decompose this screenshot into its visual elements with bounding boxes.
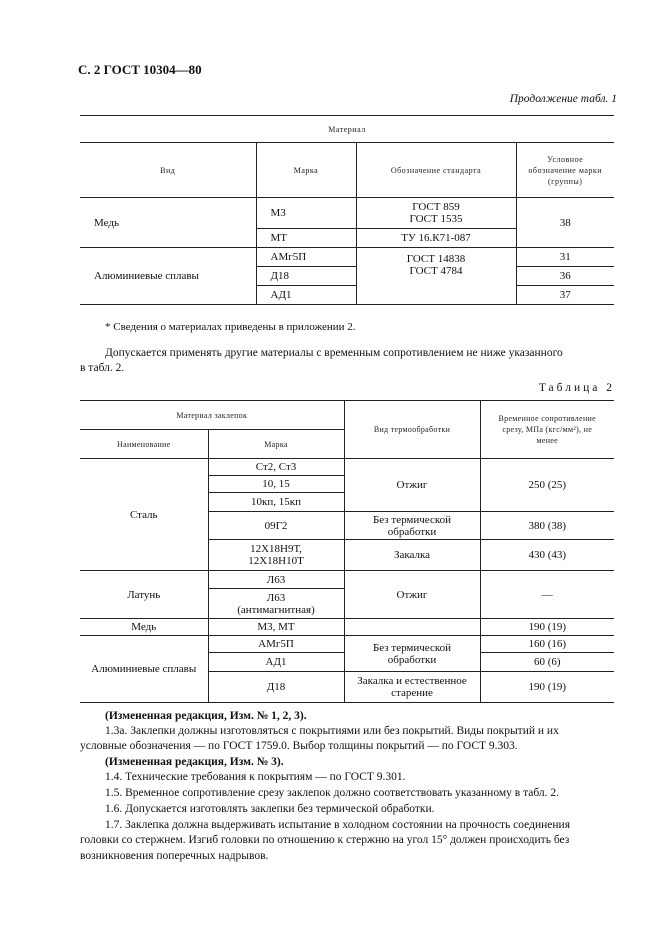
materials-table bbox=[80, 115, 614, 305]
table-cell: Отжиг bbox=[344, 459, 480, 512]
table-cell: 190 (19) bbox=[480, 672, 614, 703]
table-cell bbox=[356, 198, 516, 229]
std-line: ГОСТ 4784 bbox=[409, 265, 463, 277]
cell-line: Без термической bbox=[372, 641, 452, 654]
page-header: С. 2 ГОСТ 10304—80 bbox=[78, 62, 202, 77]
table-cell: АМг5П bbox=[208, 636, 344, 653]
table-cell: Закалка bbox=[344, 540, 480, 571]
table-cell: Медь bbox=[80, 198, 256, 248]
table-cell: Д18 bbox=[208, 672, 344, 703]
clause-1-4: 1.4. Технические требования к покрытиям — по ГОСТ 9.301. bbox=[105, 771, 406, 783]
paragraph-allow bbox=[105, 346, 615, 361]
cell-line: обработки bbox=[387, 525, 437, 538]
table-cell: — bbox=[480, 571, 614, 619]
material-header: Материал заклепок bbox=[80, 401, 344, 430]
table-cell: М3 bbox=[256, 198, 356, 229]
footnote: * Сведения о материалах приведены в приложении 2. bbox=[105, 321, 356, 333]
table-cell: АД1 bbox=[208, 653, 344, 672]
resistance-header-l1: Временное сопротивление bbox=[498, 414, 596, 423]
table-cell bbox=[208, 589, 344, 619]
col-group-l3: (группы) bbox=[548, 176, 583, 186]
resistance-table bbox=[80, 400, 614, 703]
cell-line: Закалка и естественное bbox=[357, 675, 467, 687]
col-standard-header: Обозначение стандарта bbox=[356, 143, 516, 198]
table-continuation-label: Продолжение табл. 1 bbox=[509, 93, 617, 105]
resistance-header-l2: срезу, МПа (кгс/мм²), не bbox=[502, 425, 593, 434]
amendment-note-1: (Измененная редакция, Изм. № 1, 2, 3). bbox=[105, 710, 307, 722]
table-cell: 190 (19) bbox=[480, 619, 614, 636]
table-cell bbox=[344, 636, 480, 672]
table-cell: Д18 bbox=[256, 267, 356, 286]
clause-1-3a-line1: 1.3а. Заклепки должны изготовляться с покрытиями или без покрытий. Виды покрытий и их bbox=[105, 725, 559, 737]
table-cell: Сталь bbox=[80, 459, 208, 571]
table-cell: 38 bbox=[516, 198, 614, 248]
table-cell: 36 bbox=[516, 267, 614, 286]
material-group-header: Материал bbox=[80, 116, 614, 143]
table-cell: 10кп, 15кп bbox=[208, 493, 344, 512]
clause-1-5: 1.5. Временное сопротивление срезу заклепок должно соответствовать указанному в табл. 2. bbox=[105, 787, 560, 799]
std-line: ГОСТ 1535 bbox=[409, 213, 463, 225]
paragraph-line: Допускается применять другие материалы с временным сопротивлением не ниже указанного bbox=[105, 347, 563, 359]
amendment-note-2: (Измененная редакция, Изм. № 3). bbox=[105, 756, 284, 768]
cell-line: Без термической bbox=[372, 513, 452, 526]
table-cell: 60 (6) bbox=[480, 653, 614, 672]
table-cell: Латунь bbox=[80, 571, 208, 619]
col-group-header bbox=[516, 143, 614, 198]
table-cell: 31 bbox=[516, 248, 614, 267]
table-cell: Алюминиевые сплавы bbox=[80, 248, 256, 305]
col-group-l1: Условное bbox=[547, 154, 584, 164]
table-cell: 09Г2 bbox=[208, 512, 344, 540]
table-cell: ТУ 16.К71-087 bbox=[356, 229, 516, 248]
clause-1-3a-line2: условные обозначения — по ГОСТ 1759.0. Выбор толщины покрытий — по ГОСТ 9.303. bbox=[80, 740, 518, 752]
clause-1-7-line2: головки со стержнем. Изгиб головки по отношению к стержню на угол 15° должен происходить без bbox=[80, 834, 570, 846]
cell-line: обработки bbox=[387, 653, 437, 666]
table-cell: 250 (25) bbox=[480, 459, 614, 512]
cell-line: 12Х18Н9Т, bbox=[250, 543, 302, 555]
table-cell: 10, 15 bbox=[208, 476, 344, 493]
table-cell bbox=[344, 619, 480, 636]
table-cell: АД1 bbox=[256, 286, 356, 305]
table-cell: Медь bbox=[80, 619, 208, 636]
col-group-l2: обозначение марки bbox=[528, 165, 603, 175]
cell-line: (антимагнитная) bbox=[237, 603, 315, 616]
table-cell: 37 bbox=[516, 286, 614, 305]
table-cell: Л63 bbox=[208, 571, 344, 589]
table-cell: М3, МТ bbox=[208, 619, 344, 636]
cell-line: старение bbox=[391, 687, 433, 699]
clause-1-7-line3: возникновения поперечных надрывов. bbox=[80, 850, 269, 862]
table-cell: 380 (38) bbox=[480, 512, 614, 540]
cell-line: 12Х18Н10Т bbox=[248, 555, 304, 567]
std-line: ГОСТ 14838 bbox=[406, 253, 466, 265]
table-cell: МТ bbox=[256, 229, 356, 248]
clause-1-6: 1.6. Допускается изготовлять заклепки без термической обработки. bbox=[105, 803, 435, 815]
table-cell bbox=[344, 672, 480, 703]
col-marka-header: Марка bbox=[256, 143, 356, 198]
table-cell bbox=[344, 512, 480, 540]
table-cell: Отжиг bbox=[344, 571, 480, 619]
name-header: Наименование bbox=[80, 430, 208, 459]
table-cell: Ст2, Ст3 bbox=[208, 459, 344, 476]
std-line: ГОСТ 859 bbox=[412, 201, 460, 213]
cell-line: Л63 bbox=[266, 591, 286, 604]
clause-1-7-line1: 1.7. Заклепка должна выдерживать испытание в холодном состоянии на прочность соединения bbox=[105, 819, 570, 831]
table-cell: Алюминиевые сплавы bbox=[80, 636, 208, 703]
table-cell bbox=[356, 248, 516, 305]
marka-header: Марка bbox=[208, 430, 344, 459]
col-vid-header: Вид bbox=[80, 143, 256, 198]
table-cell: АМг5П bbox=[256, 248, 356, 267]
resistance-header bbox=[480, 401, 614, 459]
treatment-header: Вид термообработки bbox=[344, 401, 480, 459]
table-cell: 160 (16) bbox=[480, 636, 614, 653]
table-cell bbox=[208, 540, 344, 571]
table2-caption: Таблица 2 bbox=[538, 382, 615, 394]
resistance-header-l3: менее bbox=[536, 436, 558, 445]
table-cell: 430 (43) bbox=[480, 540, 614, 571]
paragraph-allow-cont: в табл. 2. bbox=[80, 362, 125, 374]
